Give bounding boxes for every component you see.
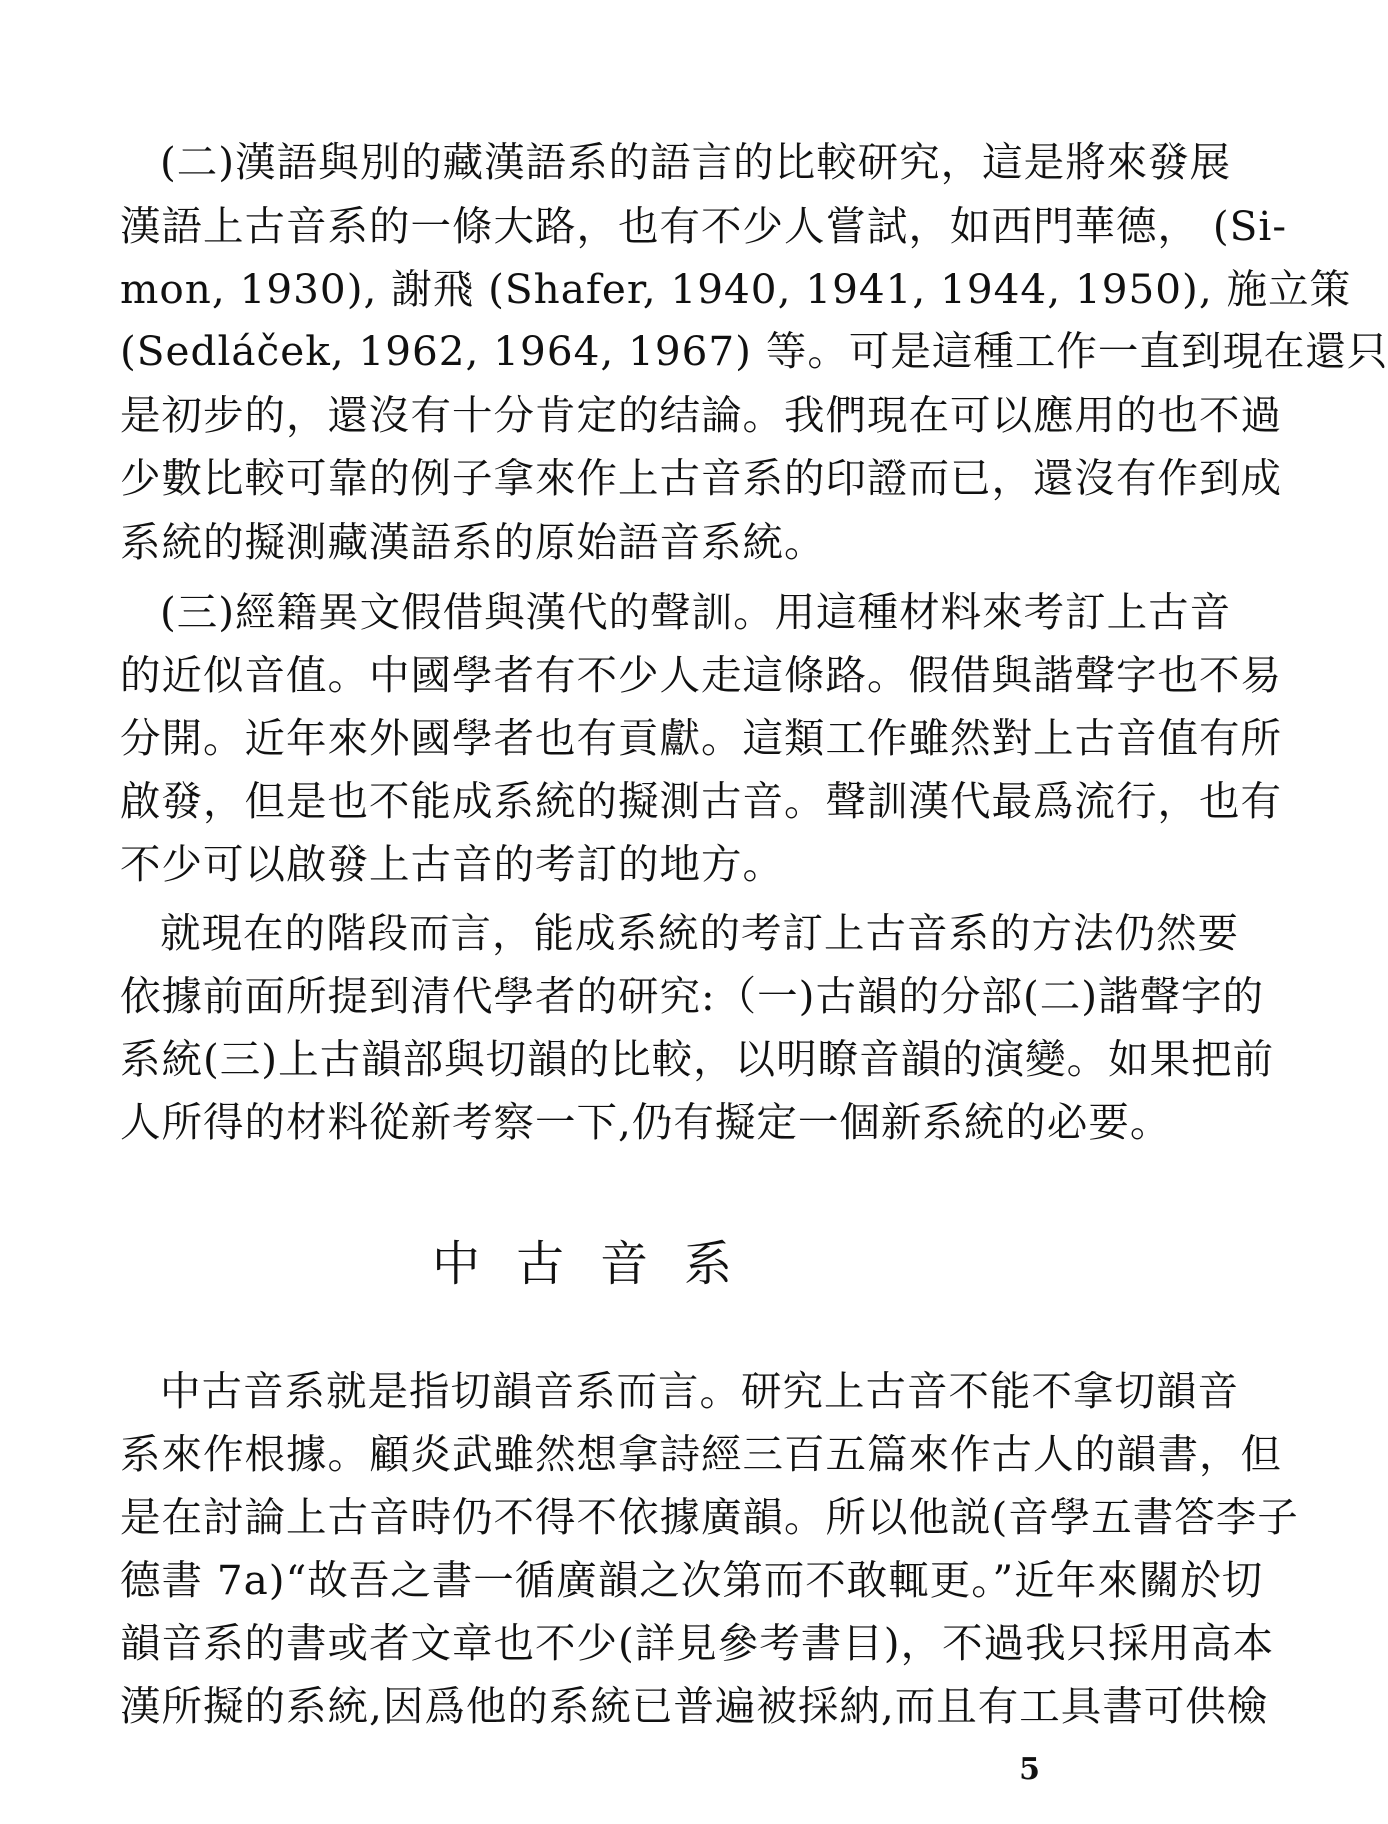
text-line: (Sedláček, 1962, 1964, 1967) 等。可是這種工作一直到現在還只 bbox=[120, 327, 1388, 375]
text-line: 德書 7a)“故吾之書一循廣韻之次第而不敢輒更。”近年來關於切 bbox=[120, 1556, 1264, 1604]
text-line: 是初步的，還沒有十分肯定的结論。我們現在可以應用的也不過 bbox=[120, 391, 1282, 439]
text-line: 漢語上古音系的一條大路，也有不少人嘗試，如西門華德， (Si- bbox=[120, 202, 1288, 250]
text-line: 少數比較可靠的例子拿來作上古音系的印證而已，還沒有作到成 bbox=[120, 454, 1282, 502]
text-line: 系來作根據。顧炎武雖然想拿詩經三百五篇來作古人的韻書，但 bbox=[120, 1430, 1282, 1478]
page-number: 5 bbox=[1019, 1752, 1040, 1787]
text-line: 啟發，但是也不能成系統的擬測古音。聲訓漢代最爲流行，也有 bbox=[120, 777, 1282, 825]
text-line: 系統(三)上古韻部與切韻的比較，以明瞭音韻的演變。如果把前 bbox=[120, 1035, 1275, 1083]
text-line: 中古音系就是指切韻音系而言。研究上古音不能不拿切韻音 bbox=[160, 1367, 1239, 1415]
text-line: 不少可以啟發上古音的考訂的地方。 bbox=[120, 840, 784, 888]
text-line: 依據前面所提到清代學者的研究:（一)古韻的分部(二)諧聲字的 bbox=[120, 972, 1265, 1020]
text-line: (三)經籍異文假借與漢代的聲訓。用這種材料來考訂上古音 bbox=[160, 588, 1232, 636]
section-heading: 中古音系 bbox=[431, 1236, 768, 1292]
text-line: 系統的擬測藏漢語系的原始語音系統。 bbox=[120, 518, 826, 566]
text-line: 人所得的材料從新考察一下,仍有擬定一個新系統的必要。 bbox=[120, 1098, 1172, 1146]
text-line: 的近似音值。中國學者有不少人走這條路。假借與諧聲字也不易 bbox=[120, 651, 1282, 699]
text-line: 韻音系的書或者文章也不少(詳見參考書目)，不過我只採用高本 bbox=[120, 1619, 1275, 1667]
text-line: 就現在的階段而言，能成系統的考訂上古音系的方法仍然要 bbox=[160, 909, 1239, 957]
text-line: 分開。近年來外國學者也有貢獻。這類工作雖然對上古音值有所 bbox=[120, 714, 1282, 762]
text-line: mon, 1930), 謝飛 (Shafer, 1940, 1941, 1944, 1950), 施立策 bbox=[120, 265, 1352, 313]
text-line: 是在討論上古音時仍不得不依據廣韻。所以他説(音學五書答李子 bbox=[120, 1493, 1299, 1541]
text-line: 漢所擬的系統,因爲他的系統已普遍被採納,而且有工具書可供檢 bbox=[120, 1682, 1269, 1730]
text-line: (二)漢語與別的藏漢語系的語言的比較研究，這是將來發展 bbox=[160, 138, 1232, 186]
